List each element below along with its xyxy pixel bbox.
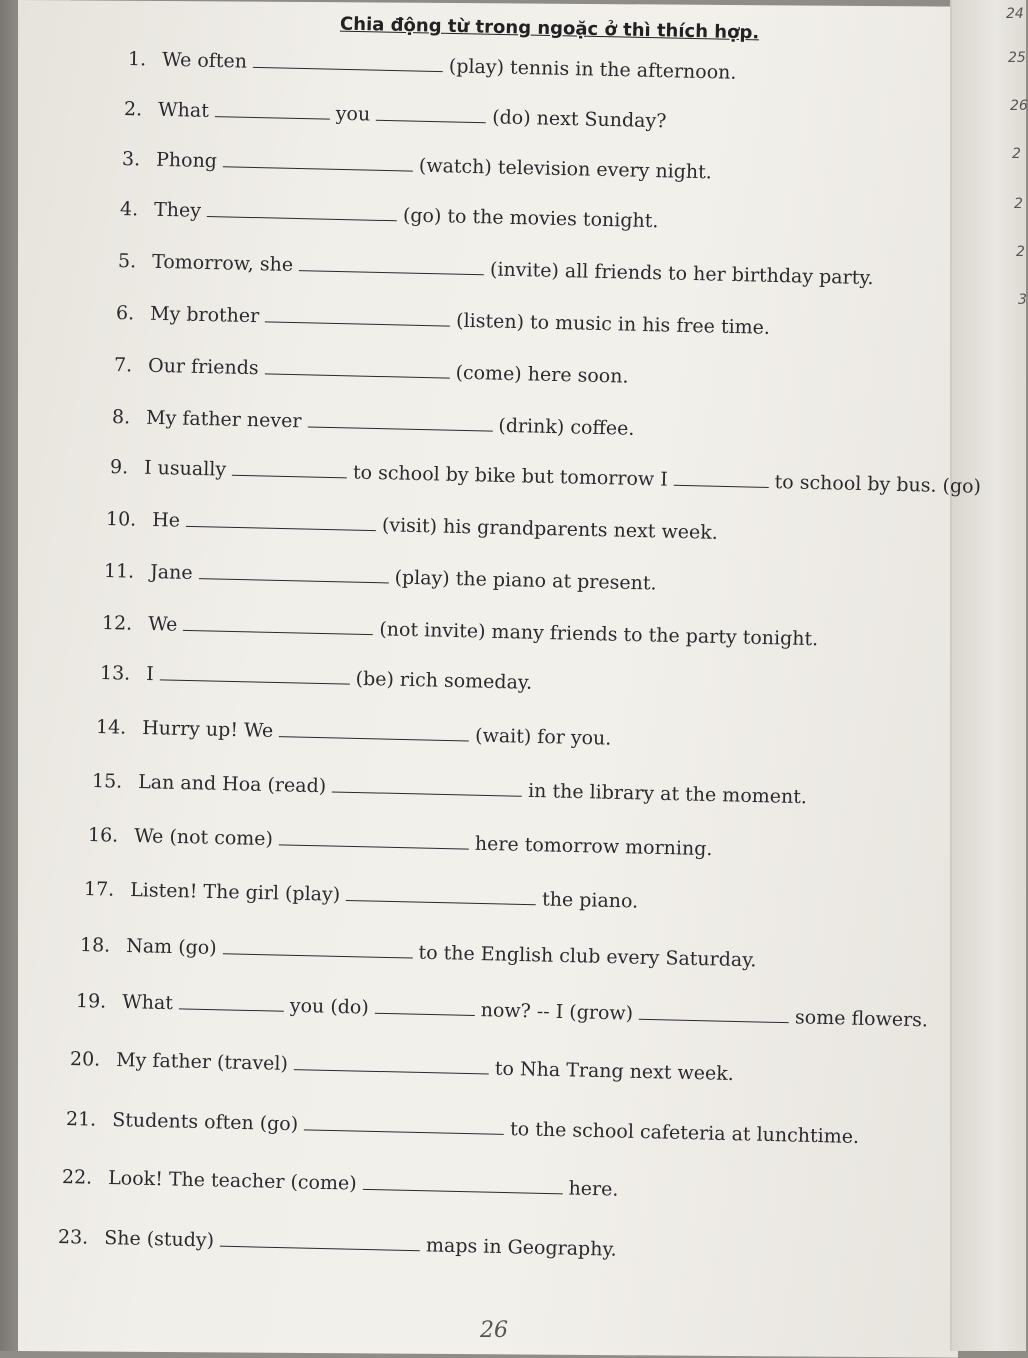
answer-blank[interactable]: [253, 53, 443, 72]
margin-note: 26: [1010, 98, 1028, 114]
item-number: 1.: [127, 48, 147, 71]
item-number: 4.: [119, 198, 139, 221]
answer-blank[interactable]: [376, 106, 486, 123]
item-text: (come) here soon.: [455, 361, 629, 388]
item-text: maps in Geography.: [425, 1234, 617, 1261]
item-text: I: [145, 663, 154, 686]
item-text: here.: [568, 1177, 619, 1201]
exercise-item-19: [76, 990, 928, 1031]
answer-blank[interactable]: [232, 461, 347, 479]
item-text: (listen) to music in his free time.: [455, 309, 771, 339]
item-number: 10.: [105, 508, 137, 531]
margin-note: 25: [1008, 50, 1026, 66]
exercise-item-21: [66, 1108, 860, 1148]
item-text: They: [153, 198, 202, 222]
answer-blank[interactable]: [160, 665, 350, 684]
answer-blank[interactable]: [375, 999, 475, 1016]
exercise-item-4: [120, 198, 659, 232]
item-text: you: [335, 102, 371, 126]
item-number: 22.: [61, 1166, 93, 1189]
answer-blank[interactable]: [220, 1232, 420, 1252]
item-number: 19.: [75, 990, 107, 1013]
item-text: (wait) for you.: [474, 724, 612, 750]
item-text: (watch) television every night.: [418, 154, 713, 184]
exercise-item-16: [88, 824, 713, 860]
item-text: What: [121, 991, 174, 1015]
answer-blank[interactable]: [223, 152, 413, 171]
item-text: to school by bus. (go): [774, 471, 982, 498]
item-text: Nam (go): [125, 935, 217, 960]
item-text: to the English club every Saturday.: [418, 941, 757, 972]
item-number: 20.: [69, 1048, 101, 1071]
item-number: 15.: [91, 770, 123, 793]
item-number: 16.: [87, 824, 119, 847]
exercise-item-2: [124, 98, 667, 132]
answer-blank[interactable]: [307, 412, 492, 431]
exercise-item-22: [62, 1166, 619, 1201]
item-number: 7.: [113, 354, 133, 377]
answer-blank[interactable]: [279, 722, 469, 741]
item-text: in the library at the moment.: [527, 779, 808, 809]
item-text: Tomorrow, she: [151, 250, 294, 276]
exercise-item-13: [100, 662, 533, 694]
exercise-item-7: [114, 354, 629, 388]
item-text: the piano.: [541, 888, 639, 913]
item-number: 6.: [115, 302, 135, 325]
exercise-item-18: [80, 934, 757, 971]
item-text: Hurry up! We: [141, 717, 274, 743]
answer-blank[interactable]: [207, 202, 397, 221]
exercise-item-5: [118, 250, 874, 289]
item-text: (do) next Sunday?: [491, 106, 667, 133]
item-text: (drink) coffee.: [498, 414, 635, 440]
item-text: Listen! The girl (play): [129, 879, 341, 906]
answer-blank[interactable]: [299, 256, 484, 275]
item-text: some flowers.: [794, 1006, 929, 1032]
exercise-item-3: [122, 148, 712, 183]
exercise-item-11: [104, 560, 657, 595]
item-number: 17.: [83, 878, 115, 901]
answer-blank[interactable]: [198, 564, 388, 583]
exercise-item-15: [92, 770, 807, 808]
item-text: My brother: [149, 302, 260, 328]
exercise-item-8: [112, 406, 635, 440]
item-number: 3.: [121, 148, 141, 171]
margin-note: 2: [1014, 196, 1023, 212]
item-number: 12.: [101, 612, 133, 635]
answer-blank[interactable]: [304, 1115, 504, 1135]
item-text: Students often (go): [111, 1109, 299, 1136]
answer-blank[interactable]: [639, 1005, 789, 1023]
item-text: My father never: [145, 406, 302, 433]
margin-note: 24: [1006, 6, 1024, 22]
answer-blank[interactable]: [186, 512, 376, 531]
item-text: to the school cafeteria at lunchtime.: [509, 1118, 860, 1148]
item-text: We (not come): [133, 825, 274, 851]
item-number: 18.: [79, 934, 111, 957]
item-text: She (study): [103, 1227, 215, 1252]
item-text: here tomorrow morning.: [474, 832, 713, 861]
answer-blank[interactable]: [222, 939, 412, 958]
item-text: to school by bike but tomorrow I: [352, 461, 668, 491]
answer-blank[interactable]: [674, 471, 769, 488]
handwritten-page-number: 26: [480, 1318, 508, 1343]
item-text: Phong: [155, 148, 218, 173]
item-text: Jane: [149, 561, 193, 585]
item-number: 5.: [117, 250, 137, 273]
item-number: 8.: [111, 406, 131, 429]
item-number: 23.: [57, 1226, 89, 1249]
answer-blank[interactable]: [346, 886, 536, 905]
item-text: (be) rich someday.: [355, 667, 533, 694]
item-text: My father (travel): [115, 1049, 289, 1075]
margin-note: 3: [1018, 292, 1027, 308]
exercise-item-14: [96, 716, 612, 750]
item-text: I usually: [143, 456, 227, 481]
worksheet-title: Chia động từ trong ngoặc ở thì thích hợp.: [339, 13, 760, 44]
exercise-item-23: [58, 1226, 617, 1261]
item-text: (not invite) many friends to the party tonight.: [379, 618, 819, 651]
item-number: 14.: [95, 716, 127, 739]
item-text: (play) tennis in the afternoon.: [448, 55, 737, 84]
item-text: He: [151, 509, 181, 532]
answer-blank[interactable]: [363, 1175, 563, 1195]
exercise-item-12: [102, 612, 819, 650]
exercise-item-1: [128, 48, 737, 84]
item-text: (invite) all friends to her birthday party.: [489, 258, 874, 290]
exercise-item-17: [84, 878, 639, 913]
item-number: 2.: [123, 98, 143, 121]
answer-blank[interactable]: [179, 994, 284, 1011]
item-text: to Nha Trang next week.: [494, 1057, 735, 1086]
item-text: (visit) his grandparents next week.: [381, 514, 719, 544]
answer-blank[interactable]: [264, 359, 449, 378]
item-number: 21.: [65, 1108, 97, 1131]
item-text: We: [147, 613, 178, 636]
item-text: We often: [161, 48, 248, 73]
answer-blank[interactable]: [265, 307, 450, 326]
item-text: (go) to the movies tonight.: [402, 204, 659, 233]
item-text: What: [157, 98, 210, 122]
exercise-item-6: [116, 302, 770, 339]
answer-blank[interactable]: [215, 102, 330, 120]
margin-note: 2: [1012, 146, 1021, 162]
answer-blank[interactable]: [332, 777, 522, 796]
answer-blank[interactable]: [279, 830, 469, 849]
item-text: Lan and Hoa (read): [137, 771, 327, 798]
item-text: you (do): [289, 994, 370, 1019]
item-text: (play) the piano at present.: [394, 566, 657, 595]
item-text: Look! The teacher (come): [107, 1167, 357, 1195]
exercise-item-9: [110, 456, 981, 498]
exercise-item-10: [106, 508, 718, 544]
item-number: 11.: [103, 560, 135, 583]
exercise-item-20: [70, 1048, 734, 1085]
item-number: 9.: [109, 456, 129, 479]
item-number: 13.: [99, 662, 131, 685]
item-text: now? -- I (grow): [480, 999, 634, 1025]
answer-blank[interactable]: [294, 1055, 489, 1074]
margin-note: 2: [1016, 244, 1025, 260]
answer-blank[interactable]: [183, 616, 373, 635]
item-text: Our friends: [147, 354, 259, 380]
